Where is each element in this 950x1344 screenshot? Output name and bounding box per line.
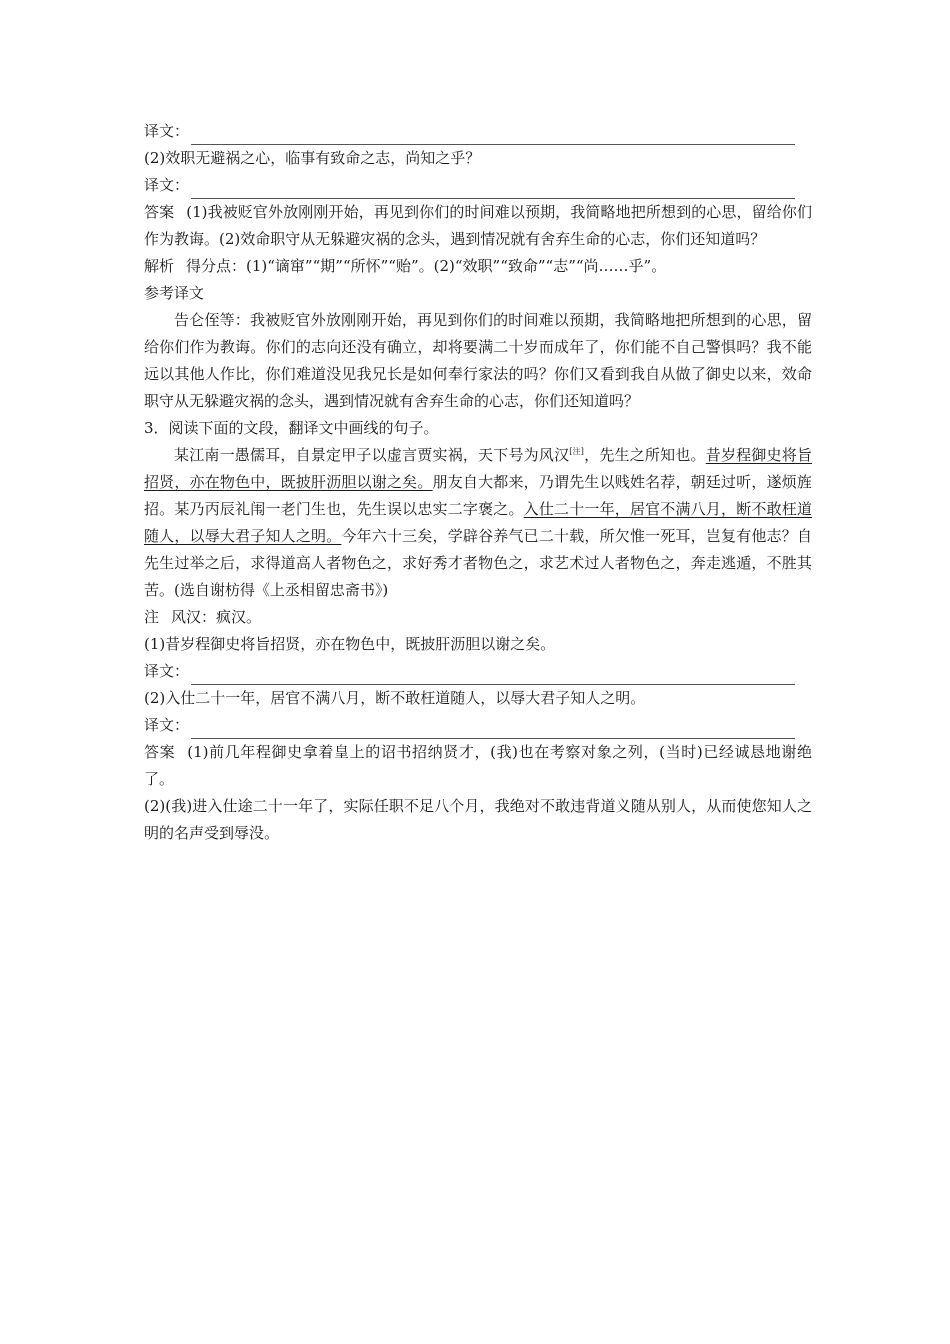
analysis-label: 解析 [144,257,175,275]
analysis-paragraph [144,253,812,280]
answer-text: (1)前几年程御史拿着皇上的诏书招纳贤才，(我)也在考察对象之列，(当时)已经诚恳地谢绝了。 [144,743,812,788]
answer-line [191,666,795,685]
question-sentence: (2)效职无避祸之心，临事有致命之志，尚知之乎？ [144,149,481,167]
underlined-sentence-2: 入仕二十一年，居官不满八月，断不敢枉道随人，以辱大君子知人之明。 [144,500,812,545]
note-text: 风汉：疯汉。 [171,608,262,626]
passage-text: 某江南一愚儒耳，自景定甲子以虚言贾实祸，天下号为风汉 [174,446,570,464]
underlined-sentence-1: 昔岁程御史将旨招贤，亦在物色中，既披肝沥胆以谢之矣。 [144,446,812,491]
answer-line [191,720,795,739]
answer-line [191,126,795,145]
question-sentence: (2)入仕二十一年，居官不满八月，断不敢枉道随人，以辱大君子知人之明。 [144,689,646,707]
reference-translation: 告仑侄等：我被贬官外放刚刚开始，再见到你们的时间难以预期，我简略地把所想到的心思，留给你们作为教诲。你们的志向还没有确立，却将要满二十岁而成年了，你们能不自己警惧吗？我不能远以其他人作比，你们难道没见我兄长是如何奉行家法的吗？你们又看到我自从做了御史以来，效命职守从无躲避灾祸的念头，遇到情况就有舍弃生命的心志，你们还知道吗？ [144,311,812,410]
analysis-text: 得分点：(1)“谪窜”“期”“所怀”“贻”。(2)“效职”“致命”“志”“尚……乎”。 [186,257,667,275]
translation-label: 译文： [144,716,190,734]
question-heading: 3．阅读下面的文段，翻译文中画线的句子。 [144,419,439,437]
translation-blank-4 [144,712,812,739]
translation-blank-2 [144,172,812,199]
answer-paragraph [144,739,812,793]
passage-text: 今年六十三矣，学辟谷养气已二十载，所欠惟一死耳，岂复有他志？自先生过举之后，求得道高人者物色之，求好秀才者物色之，求艺术过人者物色之，奔走逃遁，不胜其苦。(选自谢枋得《上丞相留忠斋书》) [144,527,812,599]
translation-blank-3 [144,658,812,685]
translation-label: 译文： [144,176,190,194]
passage-text: ，先生之所知也。 [583,446,706,464]
answer-text: (1)我被贬官外放刚刚开始，再见到你们的时间难以预期，我简略地把所想到的心思，留给你们作为教诲。(2)效命职守从无躲避灾祸的念头，遇到情况就有舍弃生命的心志，你们还知道吗？ [144,203,812,248]
answer-label: 答案 [144,203,175,221]
question-sentence: (1)昔岁程御史将旨招贤，亦在物色中，既披肝沥胆以谢之矣。 [144,635,556,653]
note [144,604,812,631]
passage-text: 朋友自大都来，乃谓先生以贱姓名荐，朝廷过听，遂烦旌招。某乃丙辰礼闱一老门生也，先生误以忠实二字褒之。 [144,473,812,518]
translation-label: 译文： [144,122,190,140]
note-marker: [注] [569,447,584,456]
answer-paragraph: (2)(我)进入仕途二十一年了，实际任职不足八个月，我绝对不敢违背道义随从别人，从而使您知人之明的名声受到辱没。 [144,797,812,842]
document-body [144,118,812,847]
answer-label: 答案 [144,743,176,761]
translation-label: 译文： [144,662,190,680]
translation-blank-1 [144,118,812,145]
note-label: 注 [144,608,160,626]
reference-title: 参考译文 [144,284,205,302]
answer-paragraph [144,199,812,253]
passage [144,442,812,604]
answer-line [191,180,795,199]
